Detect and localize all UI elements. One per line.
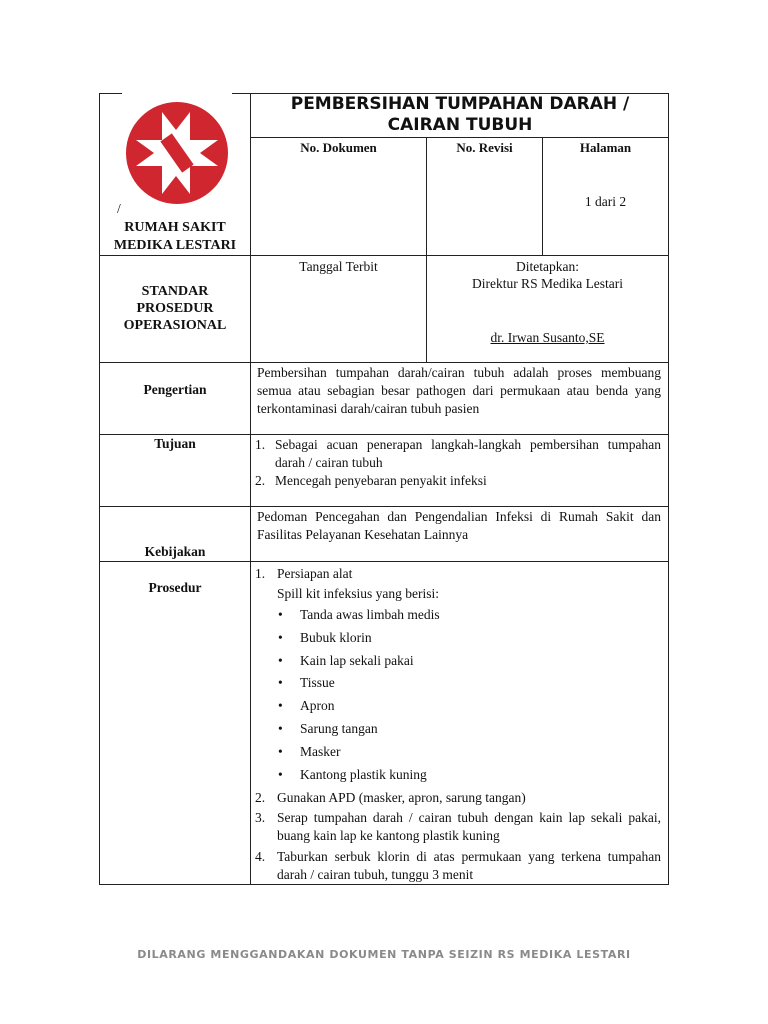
prosedur-step-4	[255, 848, 661, 884]
footer-notice: DILARANG MENGGANDAKAN DOKUMEN TANPA SEIZIN RS MEDIKA LESTARI	[137, 948, 631, 961]
kit-item-label: Kain lap sekali pakai	[300, 652, 414, 668]
hospital-cross-icon	[124, 100, 230, 206]
kit-item-label: Masker	[300, 743, 341, 759]
sop-label-line1: STANDAR	[141, 284, 209, 299]
col-divider	[250, 93, 251, 885]
bullet-icon: •	[278, 652, 283, 668]
row-divider-1	[99, 255, 669, 256]
prosedur-step-3-text: Serap tumpahan darah / cairan tubuh dengan kain lap sekali pakai, buang kain lap ke kantong plastik kuning	[277, 810, 661, 843]
tujuan-item-1-num: 1.	[255, 437, 266, 452]
kit-list-item	[278, 606, 658, 629]
prosedur-step-1-text: Persiapan alat	[277, 566, 353, 581]
prosedur-label: Prosedur	[148, 580, 202, 595]
kit-item-label: Tanda awas limbah medis	[300, 607, 440, 622]
row-divider-5	[99, 561, 669, 562]
pengertian-text: Pembersihan tumpahan darah/cairan tubuh adalah proses membuang semua atau sebagian besar pathogen dari permukaan atau benda yang terkontaminasi darah/cairan tubuh pasien	[257, 365, 661, 416]
prosedur-step-3-num: 3.	[255, 810, 266, 825]
set-by-label: Ditetapkan:	[516, 259, 579, 274]
kit-list-item	[278, 629, 658, 652]
tujuan-label: Tujuan	[154, 436, 196, 451]
prosedur-step-4-text: Taburkan serbuk klorin di atas permukaan yang terkena tumpahan darah / cairan tubuh, tunggu 3 menit	[277, 849, 661, 882]
prosedur-step-2-text: Gunakan APD (masker, apron, sarung tangan)	[277, 790, 526, 805]
kit-item-label: Tissue	[300, 675, 335, 691]
hospital-name-line1: RUMAH SAKIT	[124, 220, 226, 235]
kebijakan-text: Pedoman Pencegahan dan Pengendalian Infeksi di Rumah Sakit dan Fasilitas Pelayanan Kesehatan Lainnya	[257, 509, 661, 542]
hospital-logo	[124, 100, 230, 206]
kit-item-list	[278, 606, 658, 788]
page-label: Halaman	[579, 140, 632, 155]
bullet-icon: •	[278, 720, 283, 736]
kit-list-item	[278, 674, 658, 697]
prosedur-step-3	[255, 809, 661, 845]
page-value: 1 dari 2	[584, 194, 627, 209]
tujuan-item-1-text: Sebagai acuan penerapan langkah-langkah pembersihan tumpahan darah / cairan tubuh	[275, 437, 661, 470]
sop-label-line2: PROSEDUR	[136, 301, 214, 316]
tujuan-item-2	[255, 472, 661, 490]
table-border-bottom	[99, 884, 669, 885]
spill-kit-intro: Spill kit infeksius yang berisi:	[277, 586, 439, 601]
hospital-name-line2: MEDIKA LESTARI	[113, 238, 237, 253]
kit-item-label: Sarung tangan	[300, 720, 378, 736]
prosedur-step-4-num: 4.	[255, 849, 266, 864]
tujuan-item-1	[255, 436, 661, 472]
kit-item-label: Apron	[300, 698, 335, 714]
title-divider	[250, 137, 669, 138]
issue-date-label: Tanggal Terbit	[299, 259, 378, 274]
revision-number-label: No. Revisi	[456, 140, 513, 155]
prosedur-step-2	[255, 789, 661, 807]
logo-notch	[122, 92, 232, 95]
row-divider-4	[99, 506, 669, 507]
director-title: Direktur RS Medika Lestari	[471, 276, 624, 291]
slash-mark: /	[117, 201, 121, 216]
table-border-right	[668, 93, 669, 885]
kit-item-label: Kantong plastik kuning	[300, 766, 427, 782]
prosedur-step-1-num: 1.	[255, 566, 266, 581]
row-divider-2	[99, 362, 669, 363]
bullet-icon: •	[278, 675, 283, 691]
kit-list-item	[278, 766, 658, 789]
prosedur-step-1	[255, 565, 661, 583]
prosedur-step-2-num: 2.	[255, 790, 266, 805]
kit-list-item	[278, 697, 658, 720]
row-divider-3	[99, 434, 669, 435]
director-name: dr. Irwan Susanto,SE	[490, 330, 605, 345]
kit-list-item	[278, 652, 658, 675]
bullet-icon: •	[278, 698, 283, 714]
kebijakan-label: Kebijakan	[144, 544, 206, 559]
bullet-icon: •	[278, 766, 283, 782]
document-title: PEMBERSIHAN TUMPAHAN DARAH / CAIRAN TUBUH	[290, 94, 630, 135]
pengertian-label: Pengertian	[143, 382, 207, 397]
tujuan-item-2-num: 2.	[255, 473, 266, 488]
tujuan-item-2-text: Mencegah penyebaran penyakit infeksi	[275, 473, 487, 488]
kit-item-label: Bubuk klorin	[300, 629, 372, 645]
kit-list-item	[278, 743, 658, 766]
table-border-left	[99, 93, 100, 885]
bullet-icon: •	[278, 743, 283, 759]
kit-list-item	[278, 720, 658, 743]
bullet-icon: •	[278, 607, 283, 622]
bullet-icon: •	[278, 629, 283, 645]
doc-number-label: No. Dokumen	[300, 140, 377, 155]
sop-label-line3: OPERASIONAL	[123, 318, 227, 333]
